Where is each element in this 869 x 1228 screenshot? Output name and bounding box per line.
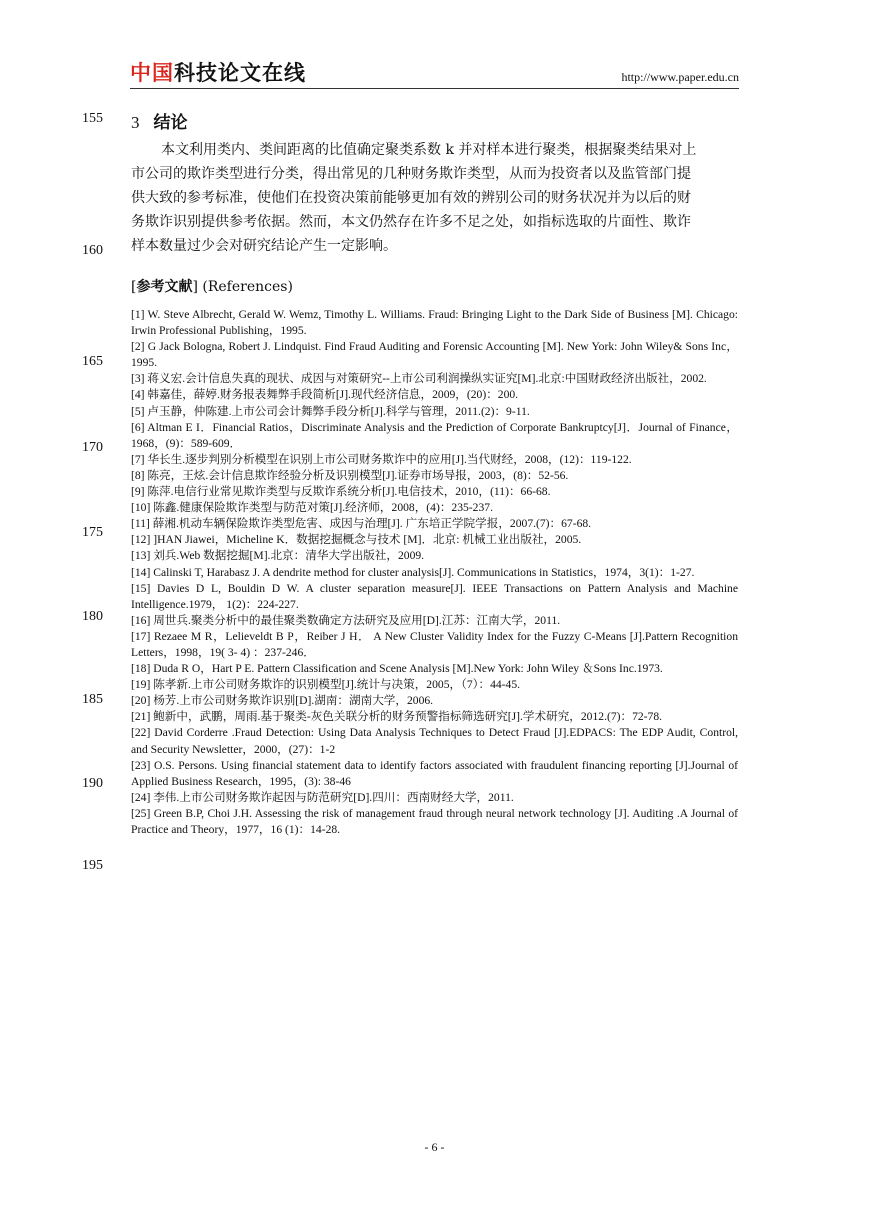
reference-item: [8] 陈亮，王炫.会计信息欺诈经验分析及识别模型[J].证券市场导报，2003，(8)：52-56. xyxy=(131,468,569,482)
line-number: 185 xyxy=(82,692,103,707)
reference-item: [17] Rezaee M R，Lelieveldt B P，Reiber J H． A New Cluster Validity Index for the Fuzzy C-Means [J].Pattern Recognition Letters，1998，19( 3- 4) ：237-246． xyxy=(131,629,738,659)
reference-item: [2] G Jack Bologna, Robert J. Lindquist. Find Fraud Auditing and Forensic Accounting [M]. New York: John Wiley& Sons Inc，1995. xyxy=(131,340,738,370)
page-number: - 6 - xyxy=(424,1140,445,1154)
section-number: 3 xyxy=(131,113,140,132)
paragraph-line: 市公司的欺诈类型进行分类，得出常见的几种财务欺诈类型，从而为投资者以及监管部门提 xyxy=(131,166,691,182)
reference-item: [25] Green B.P, Choi J.H. Assessing the risk of management fraud through neural network technology [J]. Auditing .A Journal of Practice and Theory，1977，16 (1)：14-28. xyxy=(131,806,738,836)
reference-item: [7] 华长生.逐步判别分析模型在识别上市公司财务欺诈中的应用[J].当代财经，2008，(12)：119-122. xyxy=(131,452,632,466)
reference-item: [13] 刘兵.Web 数据挖掘[M].北京：清华大学出版社，2009. xyxy=(131,549,425,563)
paragraph-line: 供大致的参考标准，使他们在投资决策前能够更加有效的辨别公司的财务状况并为以后的财 xyxy=(131,190,691,206)
reference-list xyxy=(131,307,738,838)
reference-item: [3] 蒋义宏.会计信息失真的现状、成因与对策研究--上市公司利润操纵实证究[M].北京:中国财政经济出版社，2002. xyxy=(131,372,707,386)
line-number: 155 xyxy=(82,111,103,126)
reference-item: [19] 陈孝新.上市公司财务欺诈的识别模型[J].统计与决策，2005，（7）：44-45. xyxy=(131,678,521,692)
paragraph-line: 样本数量过少会对研究结论产生一定影响。 xyxy=(131,238,397,254)
line-number: 165 xyxy=(82,354,103,369)
line-number: 180 xyxy=(82,609,103,624)
site-logo xyxy=(130,60,306,86)
reference-item: [15] Davies D L, Bouldin D W. A cluster separation measure[J]. IEEE Transactions on Pattern Analysis and Machine Intelligence.1979， 1(2)：224-227. xyxy=(131,581,738,611)
reference-item: [24] 李伟.上市公司财务欺诈起因与防范研究[D].四川：西南财经大学，2011. xyxy=(131,790,514,804)
reference-item: [11] 薛湘.机动车辆保险欺诈类型危害、成因与治理[J]. 广东培正学院学报，2007.(7)：67-68. xyxy=(131,517,592,531)
section-title xyxy=(131,108,188,133)
reference-item: [12] ]HAN Jiawei，Micheline K．数据挖掘概念与技术 [M]．北京: 机械工业出版社，2005. xyxy=(131,533,582,547)
reference-item: [5] 卢玉静，仲陈建.上市公司会计舞弊手段分析[J].科学与管理，2011.(2)：9-11. xyxy=(131,404,530,418)
references-heading-bracket: [ xyxy=(131,279,137,295)
reference-item: [22] David Corderre .Fraud Detection: Using Data Analysis Techniques to Detect Fraud [J].EDPACS: The EDP Audit, Control, and Security Newsletter，2000，(27)：1-2 xyxy=(131,726,738,756)
reference-item: [9] 陈萍.电信行业常见欺诈类型与反欺诈系统分析[J].电信技术，2010，(11)：66-68. xyxy=(131,485,551,499)
references-heading-cn: 参考文献 xyxy=(136,279,193,295)
reference-item: [21] 鲍新中，武鹏，周雨.基于聚类-灰色关联分析的财务预警指标筛选研究[J].学术研究，2012.(7)：72-78. xyxy=(131,710,663,724)
line-number: 160 xyxy=(82,243,103,258)
reference-item: [1] W. Steve Albrecht, Gerald W. Wemz, Timothy L. Williams. Fraud: Bringing Light to the Dark Side of Business [M]. Chicago: Irwin Professional Publishing，1995. xyxy=(131,308,738,338)
conclusion-paragraph xyxy=(131,138,739,258)
reference-item: [18] Duda R O，Hart P E. Pattern Classification and Scene Analysis [M].New York: John Wiley ＆Sons Inc.1973. xyxy=(131,662,663,676)
line-number: 195 xyxy=(82,858,103,873)
reference-item: [23] O.S. Persons. Using financial statement data to identify factors associated with fraudulent financing reporting [J].Journal of Applied Business Research，1995，(3): 38-46 xyxy=(131,758,738,788)
reference-item: [4] 韩嘉佳，薛婷.财务报表舞弊手段简析[J].现代经济信息，2009，(20)：200. xyxy=(131,388,519,402)
line-number: 190 xyxy=(82,776,103,791)
page-header xyxy=(130,58,739,89)
logo-red-text: 中国 xyxy=(130,61,174,85)
section-title-text: 结论 xyxy=(153,113,188,133)
reference-item: [14] Calinski T, Harabasz J. A dendrite method for cluster analysis[J]. Communications in Statistics，1974，3(1)：1-27. xyxy=(131,565,695,579)
references-heading-rest: ] (References) xyxy=(192,279,293,295)
line-number: 175 xyxy=(82,525,103,540)
logo-black-text: 科技论文在线 xyxy=(174,61,306,85)
reference-item: [10] 陈鑫.健康保险欺诈类型与防范对策[J].经济师，2008，(4)：235-237. xyxy=(131,501,493,515)
header-url: http://www.paper.edu.cn xyxy=(621,70,739,84)
reference-item: [16] 周世兵.聚类分析中的最佳聚类数确定方法研究及应用[D].江苏：江南大学，2011. xyxy=(131,613,561,627)
reference-item: [6] Altman E I．Financial Ratios，Discriminate Analysis and the Prediction of Corporate Bankruptcy[J]．Journal of Finance，1968，(9)：589-609． xyxy=(131,420,738,450)
reference-item: [20] 杨芳.上市公司财务欺诈识别[D].湖南：湖南大学，2006. xyxy=(131,694,434,708)
line-number: 170 xyxy=(82,440,103,455)
paragraph-line: 务欺诈识别提供参考依据。然而，本文仍然存在许多不足之处，如指标选取的片面性、欺诈 xyxy=(131,214,691,230)
paragraph-line: 本文利用类内、类间距离的比值确定聚类系数 k 并对样本进行聚类，根据聚类结果对上 xyxy=(161,142,697,158)
references-heading xyxy=(131,276,293,296)
